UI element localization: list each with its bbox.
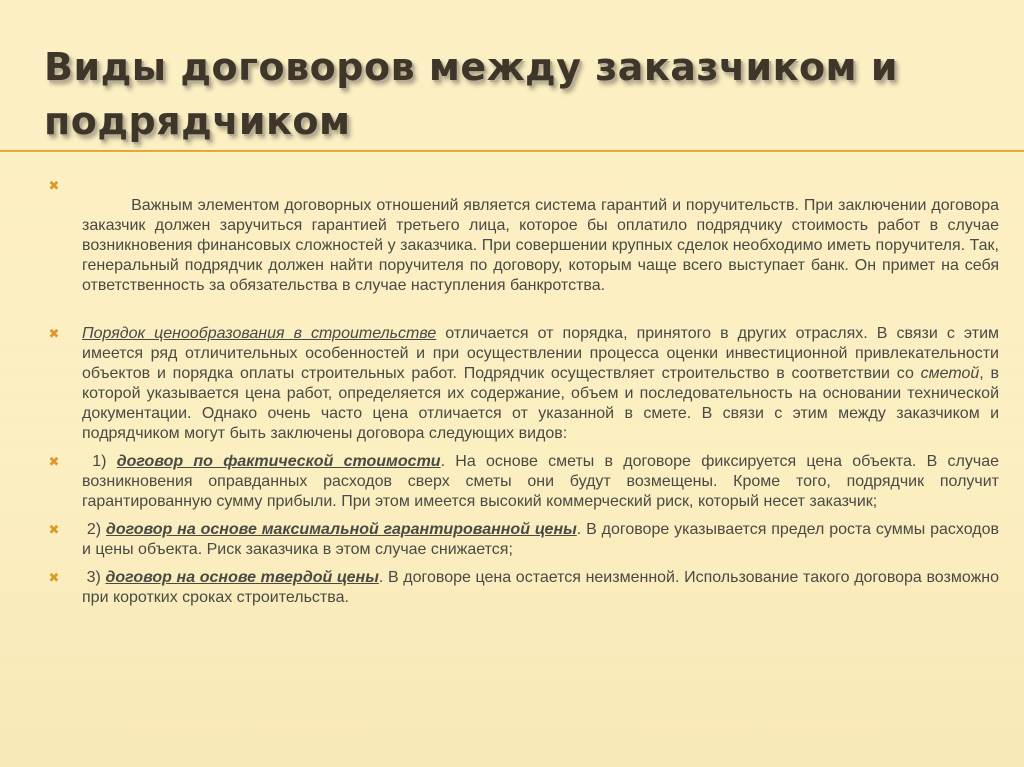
item-number: 3) [82, 569, 106, 586]
x-mark-bullet-icon: ✖ [48, 454, 60, 469]
item-text: Важным элементом договорных отношений является система гарантий и поручительств. При заключении договора заказчик должен заручиться гарантией третьего лица, которое бы оплатило подрядчику стоимость работ в случае возникновения финансовых сложностей у заказчика. При совершении крупных сделок необходимо иметь поручителя. Так, генеральный подрядчик должен найти поручителя по договору, которым чаще всего выступает банк. Он примет на себя ответственность за обязательства в случае наступления банкротства. [82, 197, 1004, 294]
item-text: . На основе сметы в договоре фиксируется цена объекта. В случае возникновения оправданных расходов сверх сметы они будут возмещены. Кроме того, подрядчик получит гарантированную сумму прибыли. При этом имеется высокий коммерческий риск, который несет заказчик; [82, 453, 1000, 510]
x-mark-bullet-icon: ✖ [48, 178, 60, 193]
list-item [44, 324, 999, 444]
item-number: 1) [82, 453, 117, 470]
x-mark-bullet-icon: ✖ [48, 570, 60, 585]
item-text: . В договоре цена остается неизменной. Использование такого договора возможно при коротких сроках строительства. [82, 569, 1000, 606]
list-item [44, 568, 999, 608]
item-text: , в которой указывается цена работ, определяется их содержание, объем и последовательность на основании технической документации. Однако очень часто цена отличается от указанной в смете. В связи с этим между заказчиком и подрядчиком могут быть заключены договора следующих видов: [82, 365, 1000, 442]
bullet-list [44, 176, 1004, 616]
x-mark-bullet-icon: ✖ [48, 522, 60, 537]
item-number: 2) [82, 521, 106, 538]
slide-title: Виды договоров между заказчиком и подрядчиком [44, 45, 898, 143]
title-divider [0, 150, 1024, 152]
item-text: отличается от порядка, принятого в других отраслях. В связи с этим имеется ряд отличительных особенностей и при осуществлении процесса оценки инвестиционной привлекательности объектов и порядка оплаты строительных работ. Подрядчик осуществляет строительство в соответствии со [82, 325, 1000, 382]
item-lead: договор на основе твердой цены [105, 569, 379, 586]
list-item [44, 176, 1004, 316]
item-lead: договор на основе максимальной гарантированной цены [105, 521, 577, 538]
list-item [44, 520, 999, 560]
item-text: . В договоре указывается предел роста суммы расходов и цены объекта. Риск заказчика в этом случае снижается; [82, 521, 999, 558]
item-lead: договор по фактической стоимости [116, 453, 441, 470]
item-lead: Порядок ценообразования в строительстве [82, 325, 437, 342]
item-term: сметой [920, 365, 980, 382]
x-mark-bullet-icon: ✖ [48, 326, 60, 341]
list-item [44, 452, 999, 512]
